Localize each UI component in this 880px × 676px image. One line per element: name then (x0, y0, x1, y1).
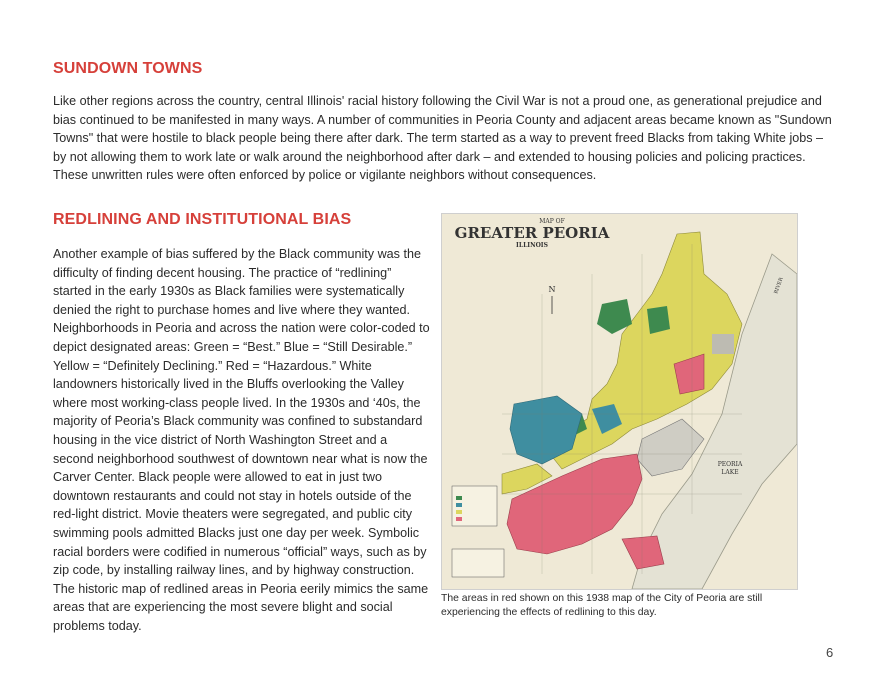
page-number: 6 (826, 645, 834, 660)
map-title-large: GREATER PEORIA (454, 224, 610, 242)
grey-block (712, 334, 734, 354)
map-title-small: MAP OF (539, 218, 565, 225)
section-title-sundown-towns: SUNDOWN TOWNS (53, 60, 203, 77)
north-arrow-icon: N (548, 285, 556, 294)
peoria-redlining-map (441, 213, 798, 590)
section-body-sundown-towns: Like other regions across the country, central Illinois' racial history following the Civil War is not a proud one, as generational prejudice and bias continued to be manifested in many ways. A number of communities in Peoria County and adjacent areas became known as "Sundown Towns" that were hostile to black people being there after dark. The term started as a way to prevent freed Blacks from taking White jobs – by not allowing them to work late or walk around the neighborhood after dark – and extended to housing policies and policing practices. These unwritten rules were often enforced by police or vigilante neighbors without consequences. (53, 94, 832, 183)
section-title-redlining: REDLINING AND INSTITUTIONAL BIAS (53, 211, 352, 228)
lake-label-2: LAKE (721, 469, 739, 476)
map-state: ILLINOIS (516, 242, 548, 249)
lake-label-1: PEORIA (717, 461, 743, 468)
green-zone (647, 306, 670, 334)
section-body-redlining: Another example of bias suffered by the Black community was the difficulty of finding decent housing. The practice of “redlining” started in the early 1930s as Black families were systematically denied the right to purchase homes and live where they wanted. Neighborhoods in Peoria and across the nation were color-coded to depict designated areas: Green = “Best.” Blue = “Still Desirable.” Yellow = “Definitely Declining.” Red = “Hazardous.” White landowners historically lived in the Bluffs overlooking the Valley where most working-class people lived. In the 1930s and ‘40s, the majority of Peoria’s Black community was confined to substandard housing in the vice district of North Washington Street and a second neighborhood southwest of downtown near what is now the Carver Center. Black people were allowed to eat in just two downtown restaurants and could not stay in hotels outside of the red-light district. Movie theaters were segregated, and public city swimming pools admitted Blacks just one day per week. Symbolic racial borders were codified in numerous “official” ways, such as by zip code, by installing railway lines, and by highway construction. The historic map of redlined areas in Peoria eerily mimics the same areas that are experiencing the most severe blight and social problems today. (53, 247, 430, 633)
map-caption: The areas in red shown on this 1938 map of the City of Peoria are still experiencing the effects of redlining to this day. (441, 593, 763, 618)
river-label: RIVER (773, 276, 785, 295)
map-scale (452, 549, 504, 577)
